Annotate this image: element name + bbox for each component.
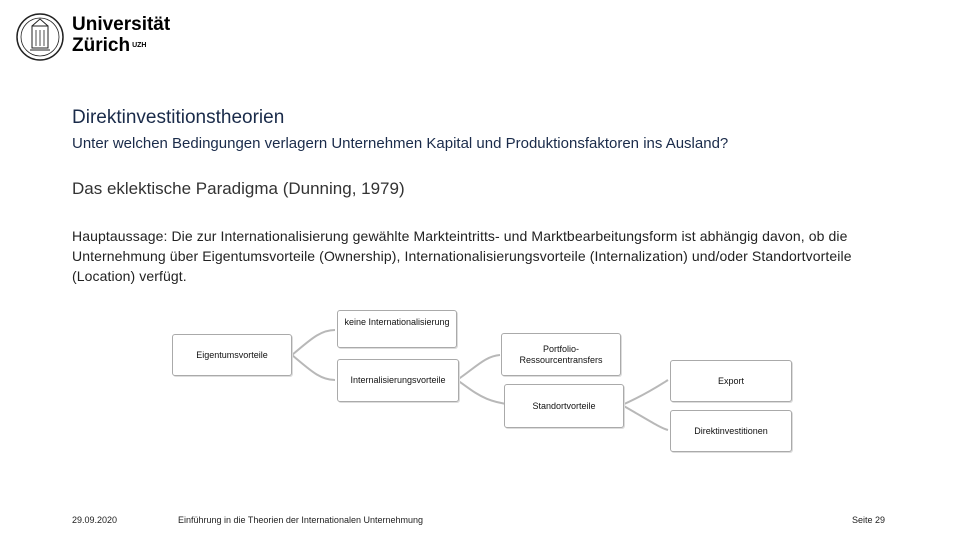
node-internalisierungsvorteile: Internalisierungsvorteile [337,359,459,402]
node-eigentumsvorteile: Eigentumsvorteile [172,334,292,376]
logo-line1: Universität [72,14,171,35]
section-title: Das eklektische Paradigma (Dunning, 1979) [72,179,405,198]
page-subtitle: Unter welchen Bedingungen verlagern Unternehmen Kapital und Produktionsfaktoren ins Ausland? [72,135,729,152]
main-statement: Hauptaussage: Die zur Internationalisierung gewählte Markteintritts- und Marktbearbeitungsform ist abhängig davon, ob die Unternehmung über Eigentumsvorteile (Ownership), Internationalisierungsvorteile (Internalization) und/oder Standortvorteile (Location) verfügt. [72,228,852,284]
footer-course: Einführung in die Theorien der Internationalen Unternehmung [178,515,423,525]
page-title: Direktinvestitionstheorien [72,107,285,128]
node-standortvorteile: Standortvorteile [504,384,624,428]
node-export: Export [670,360,792,402]
logo-suffix: UZH [132,42,147,49]
footer-page-number: Seite 29 [852,515,886,525]
footer-date: 29.09.2020 [72,515,118,525]
node-keine-internationalisierung: keine Internationalisierung [337,310,457,348]
node-direktinvestitionen: Direktinvestitionen [670,410,792,452]
logo-line2: Zürich [72,35,131,56]
node-portfolio-ressourcentransfers: Portfolio-Ressourcentransfers [501,333,621,376]
